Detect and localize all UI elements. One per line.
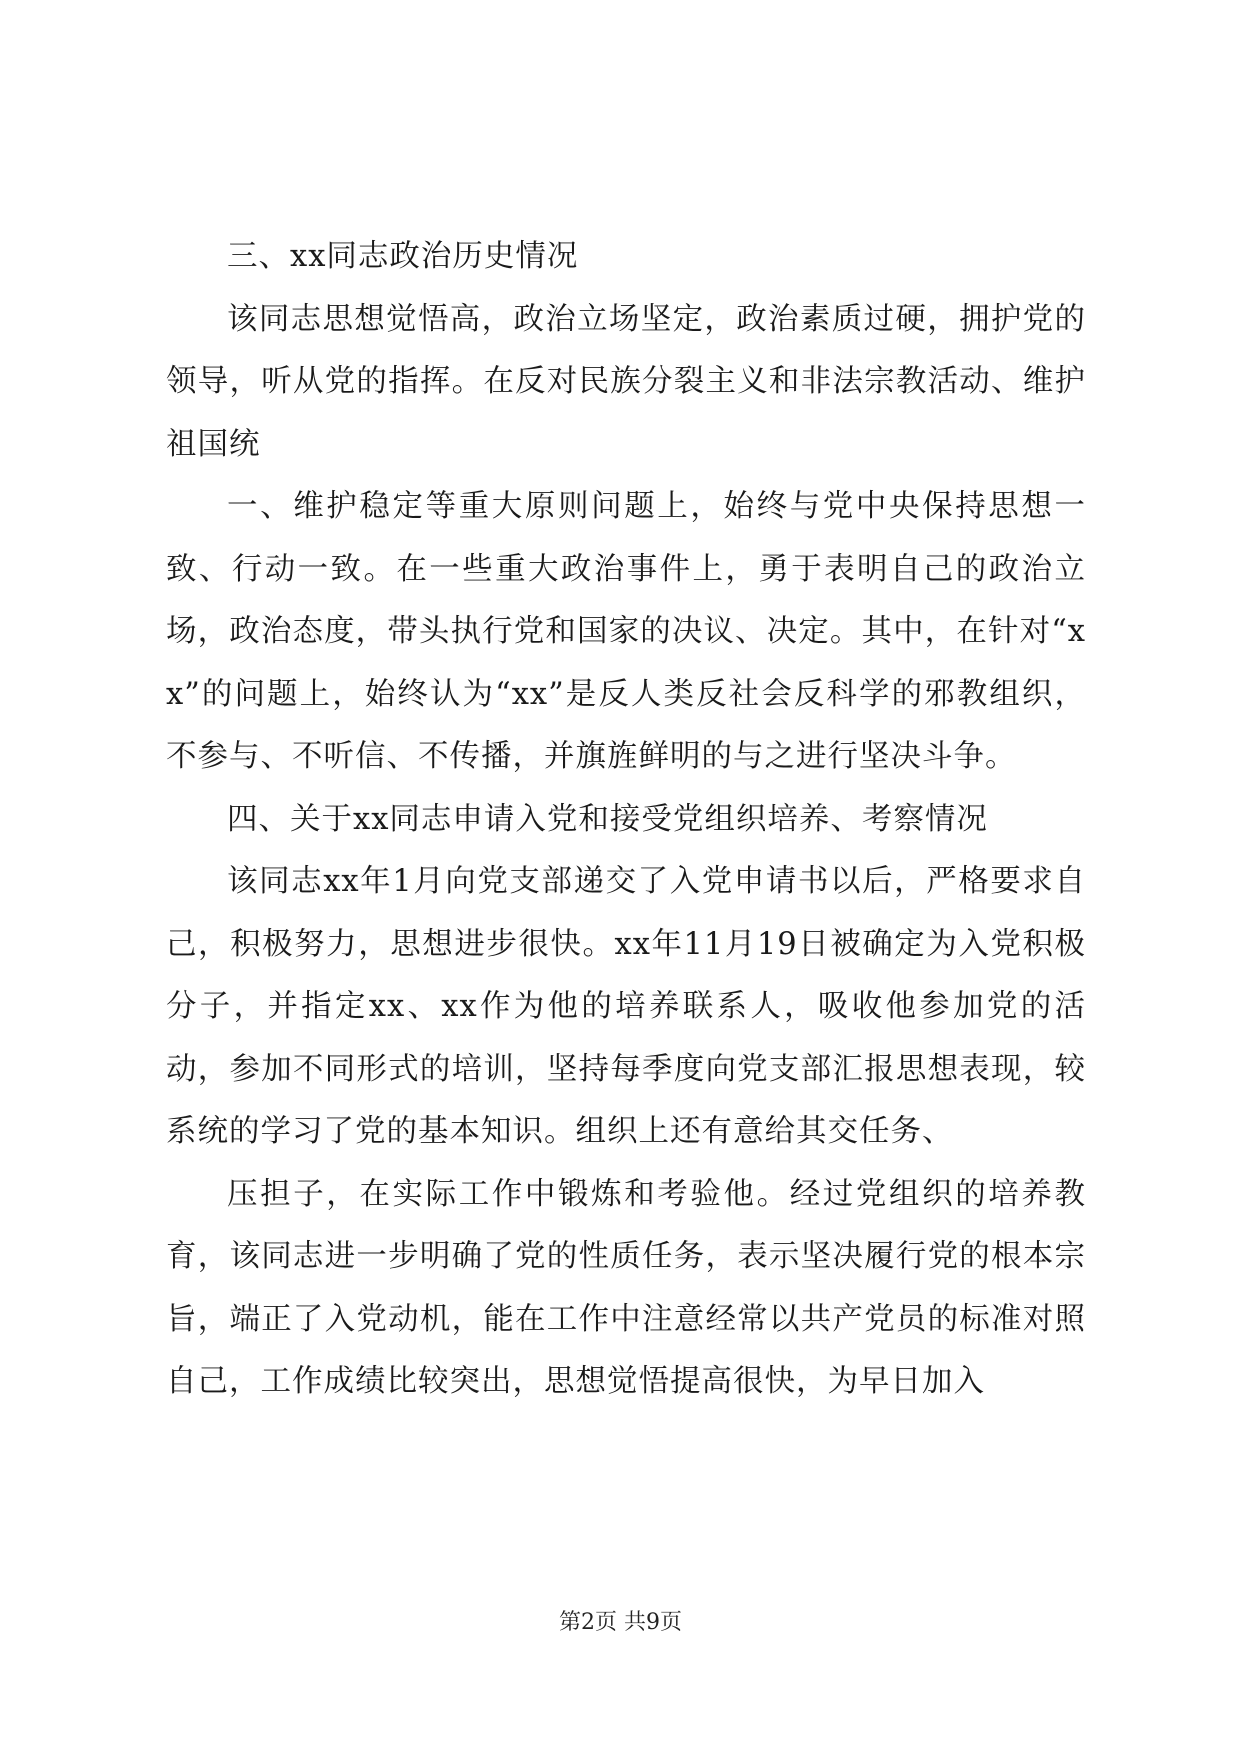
section-heading-party-application: 四、关于xx同志申请入党和接受党组织培养、考察情况 bbox=[227, 801, 988, 837]
paragraph-training-results: 压担子，在实际工作中锻炼和考验他。经过党组织的培养教育，该同志进一步明确了党的性质任务，表示坚决履行党的根本宗旨，端正了入党动机，能在工作中注意经常以共产党员的标准对照自己，工作成绩比较突出，思想觉悟提高很快，为早日加入 bbox=[166, 1176, 1086, 1399]
section-heading-political-history: 三、xx同志政治历史情况 bbox=[227, 239, 579, 274]
document-body bbox=[166, 226, 1086, 1414]
paragraph-application-process: 该同志xx年1月向党支部递交了入党申请书以后，严格要求自己，积极努力，思想进步很快。xx年11月19日被确定为入党积极分子，并指定xx、xx作为他的培养联系人，吸收他参加党的活动，参加不同形式的培训，坚持每季度向党支部汇报思想表现，较系统的学习了党的基本知识。组织上还有意给其交任务、 bbox=[166, 864, 1086, 1149]
paragraph-stability-principles: 一、维护稳定等重大原则问题上，始终与党中央保持思想一致、行动一致。在一些重大政治事件上，勇于表明自己的政治立场，政治态度，带头执行党和国家的决议、决定。其中，在针对“xx”的问题上，始终认为“xx”是反人类反社会反科学的邪教组织，不参与、不听信、不传播，并旗旌鲜明的与之进行坚决斗争。 bbox=[166, 489, 1086, 774]
paragraph-political-stance: 该同志思想觉悟高，政治立场坚定，政治素质过硬，拥护党的领导，听从党的指挥。在反对民族分裂主义和非法宗教活动、维护祖国统 bbox=[166, 301, 1086, 462]
page-number-footer: 第2页 共9页 bbox=[559, 1610, 682, 1635]
